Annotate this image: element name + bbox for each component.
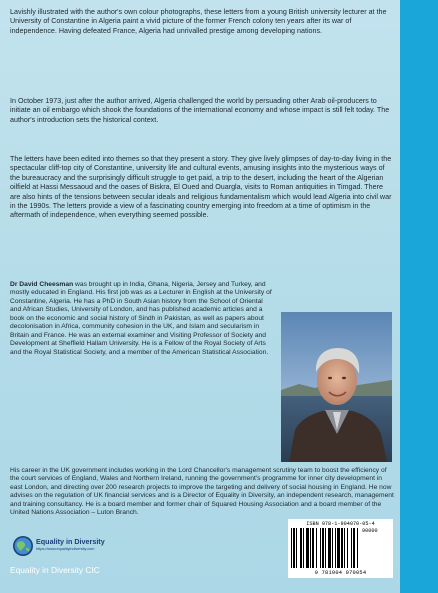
blurb-paragraph-2: In October 1973, just after the author arrived, Algeria challenged the world by persuading other Arab oil-producers to initiate an oil embargo which shook the foundations of the international economy and whose impact is still felt today. The author's introduction sets the historical context. bbox=[10, 97, 390, 124]
spine-strip bbox=[400, 0, 438, 593]
barcode-addon: 90000 bbox=[362, 528, 378, 534]
author-name: Dr David Cheesman bbox=[10, 281, 74, 288]
ean-digits: 9 781904 070054 bbox=[314, 570, 367, 576]
author-bio-text: was brought up in India, Ghana, Nigeria, Jersey and Turkey, and mostly educated in England. His first job was as a Lecturer in English at the University of Constantine, Algeria. He has a PhD in South Asian history from the School of Oriental and African Studies, University of London, and has published academic articles and a book on the economic and social history of Sindh in Pakistan, as well as papers about decolonisation in Africa, community cohesion in the UK, and Islam and secularism in Britain and France. He was an external examiner and Visiting Professor of Society and Development at Sheffield Hallam University. He is a Fellow of the Royal Society of Arts and the Royal Statistical Society, and a member of the American Statistical Association. bbox=[10, 281, 272, 356]
isbn-barcode bbox=[288, 519, 393, 578]
author-photo bbox=[281, 312, 392, 462]
author-career: His career in the UK government includes working in the Lord Chancellor's management scrutiny team to boost the efficiency of the court services of England, Wales and Northern Ireland, running the government's programme for inner city development in east London, and directing over 200 research projects to improve the targeting and delivery of social housing in England. He now advises on the regulation of UK financial services and is a Director of Equality in Diversity, an independent research, management and training consultancy. He is a board member and former chair of Squared Housing Association and a board member of the United Nations Association – Luton Branch. bbox=[10, 467, 394, 517]
publisher-logo bbox=[10, 531, 140, 565]
publisher-imprint: Equality in Diversity CIC bbox=[10, 565, 100, 575]
blurb-paragraph-3: The letters have been edited into themes so that they present a story. They give lively glimpses of day-to-day living in the spectacular cliff-top city of Constantine, university life and cultural events, amusing insights into the mysterious ways of the bureaucracy and the surprisingly difficult struggle to get paid, a trip to the desert, including the heart of the Algerian oilfield at Hassi Messaoud and the oases of Biskra, El Oued and Ouargla, visits to Roman antiquities in Timgad. There are also hints of the tensions between secular ideals and religious fundamentalism which would lead Algeria into civil war in the 1990s. The letters provide a view of a fascinating country emerging into freedom at a time of optimism in the aftermath of independence, when everything seemed possible. bbox=[10, 155, 392, 220]
blurb-paragraph-1: Lavishly illustrated with the author's own colour photographs, these letters from a young British university lecturer at the University of Constantine in Algeria paint a vivid picture of the former French colony ten years after its war of independence. Having defeated France, Algeria had unrivalled prestige among developing nations. bbox=[10, 8, 387, 35]
publisher-url: https://www.equalityindiversity.com bbox=[36, 547, 95, 551]
publisher-name: Equality in Diversity bbox=[36, 537, 105, 546]
author-bio bbox=[10, 281, 272, 357]
globe-logo-icon bbox=[12, 535, 34, 557]
isbn-label: ISBN 978-1-904070-05-4 bbox=[306, 521, 375, 527]
ean-barcode bbox=[291, 528, 361, 570]
